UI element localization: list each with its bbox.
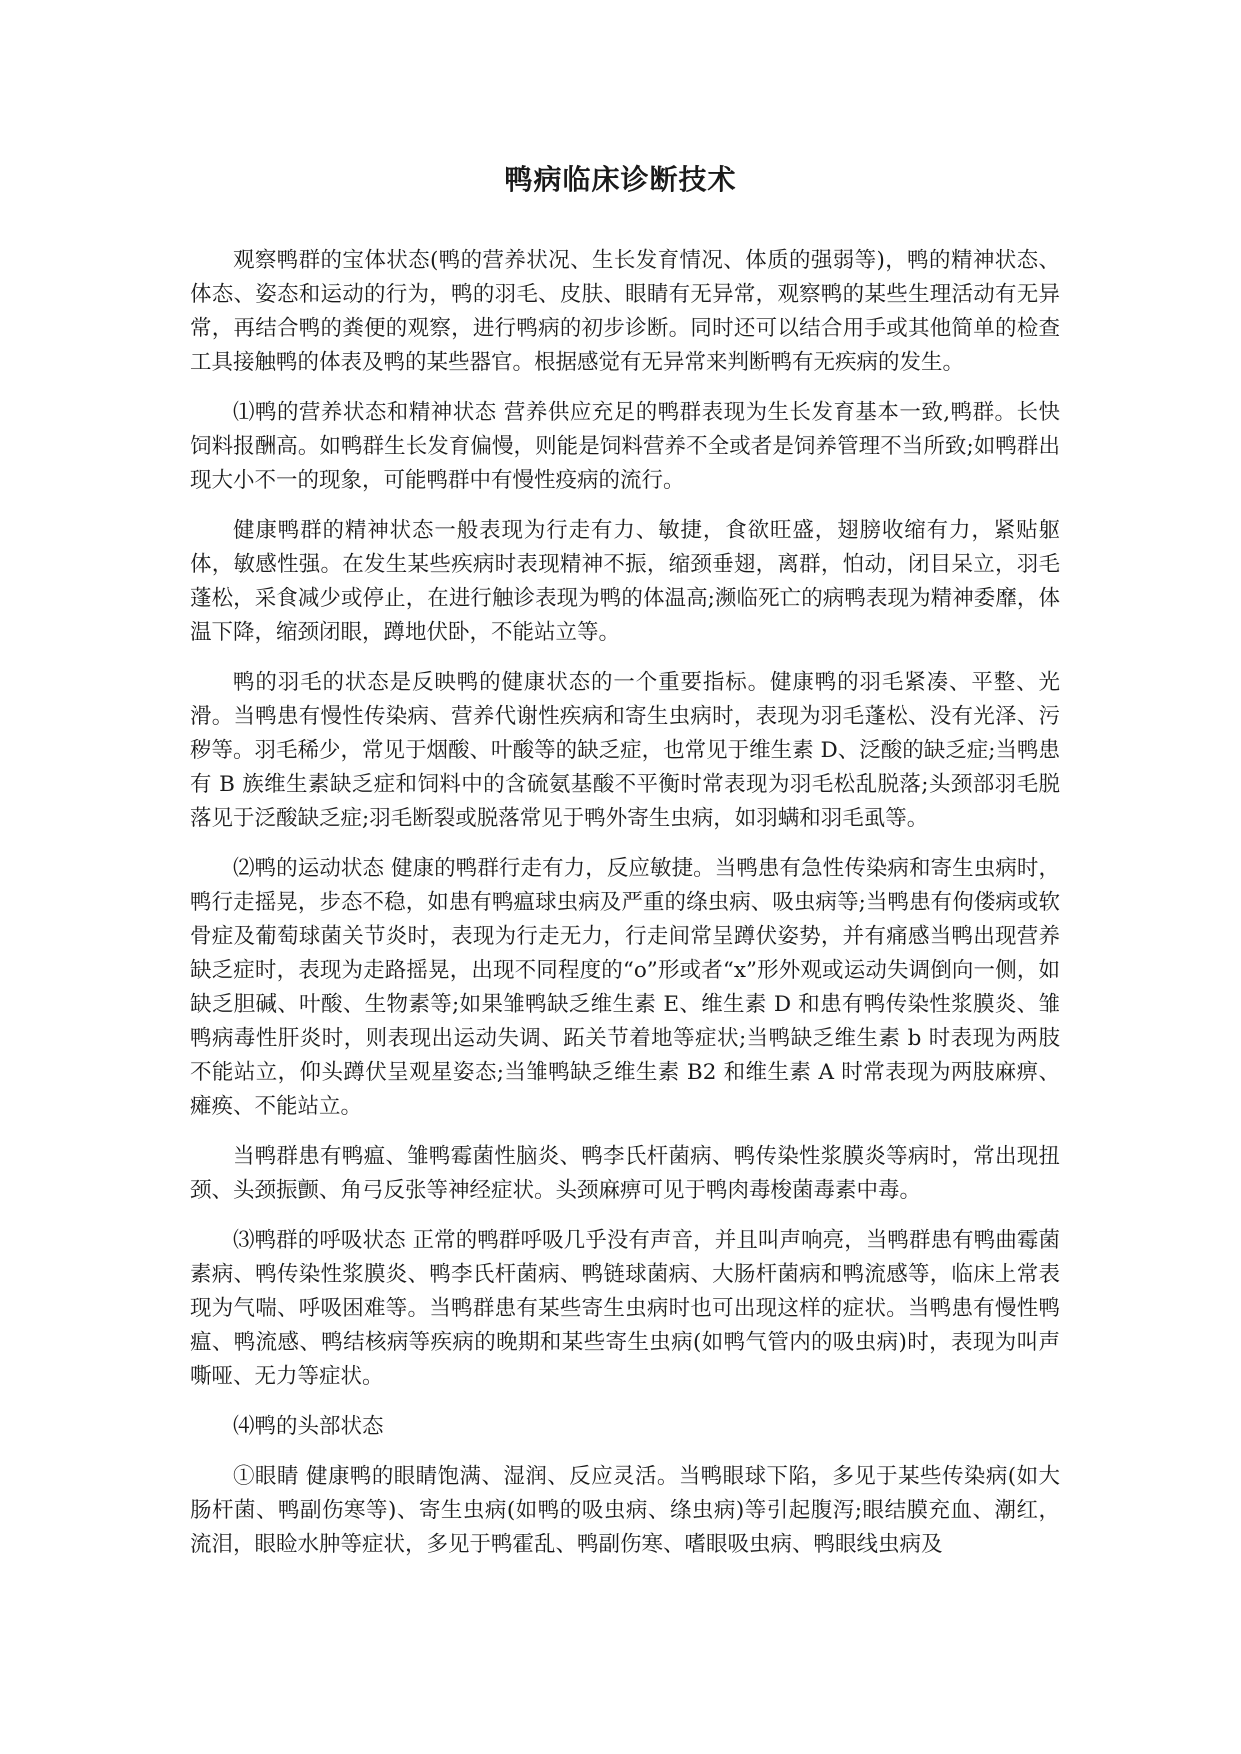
paragraph-intro: 观察鸭群的宝体状态(鸭的营养状况、生长发育情况、体质的强弱等)，鸭的精神状态、体态、姿态和运动的行为，鸭的羽毛、皮肤、眼睛有无异常，观察鸭的某些生理活动有无异常，再结合鸭的粪便的观察，进行鸭病的初步诊断。同时还可以结合用手或其他简单的检查工具接触鸭的体表及鸭的某些器官。根据感觉有无异常来判断鸭有无疾病的发生。 — [190, 248, 1060, 375]
paragraph-respiratory-state: ⑶鸭群的呼吸状态 正常的鸭群呼吸几乎没有声音，并且叫声响亮，当鸭群患有鸭曲霉菌素病、鸭传染性浆膜炎、鸭李氏杆菌病、鸭链球菌病、大肠杆菌病和鸭流感等，临床上常表现为气喘、呼吸困难等。当鸭群患有某些寄生虫病时也可出现这样的症状。当鸭患有慢性鸭瘟、鸭流感、鸭结核病等疾病的晚期和某些寄生虫病(如鸭气管内的吸虫病)时，表现为叫声嘶哑、无力等症状。 — [190, 1228, 1060, 1389]
paragraph-mental-state: 健康鸭群的精神状态一般表现为行走有力、敏捷，食欲旺盛，翅膀收缩有力，紧贴躯体，敏感性强。在发生某些疾病时表现精神不振，缩颈垂翅，离群，怕动，闭目呆立，羽毛蓬松，采食减少或停止，在进行触诊表现为鸭的体温高;濒临死亡的病鸭表现为精神委靡，体温下降，缩颈闭眼，蹲地伏卧，不能站立等。 — [190, 518, 1060, 645]
paragraph-head-state-heading: ⑷鸭的头部状态 — [233, 1414, 384, 1439]
paragraph-feathers: 鸭的羽毛的状态是反映鸭的健康状态的一个重要指标。健康鸭的羽毛紧凑、平整、光滑。当鸭患有慢性传染病、营养代谢性疾病和寄生虫病时，表现为羽毛蓬松、没有光泽、污秽等。羽毛稀少，常见于烟酸、叶酸等的缺乏症，也常见于维生素 D、泛酸的缺乏症;当鸭患有 B 族维生素缺乏症和饲料中的含硫氨基酸不平衡时常表现为羽毛松乱脱落;头颈部羽毛脱落见于泛酸缺乏症;羽毛断裂或脱落常见于鸭外寄生虫病，如羽螨和羽毛虱等。 — [190, 670, 1060, 831]
document-title: 鸭病临床诊断技术 — [504, 163, 737, 196]
paragraph-movement-state: ⑵鸭的运动状态 健康的鸭群行走有力，反应敏捷。当鸭患有急性传染病和寄生虫病时，鸭行走摇晃，步态不稳，如患有鸭瘟球虫病及严重的绦虫病、吸虫病等;当鸭患有佝偻病或软骨症及葡萄球菌关节炎时，表现为行走无力，行走间常呈蹲伏姿势，并有痛感当鸭出现营养缺乏症时，表现为走路摇晃，出现不同程度的“o”形或者“x”形外观或运动失调倒向一侧，如缺乏胆碱、叶酸、生物素等;如果雏鸭缺乏维生素 E、维生素 D 和患有鸭传染性浆膜炎、雏鸭病毒性肝炎时，则表现出运动失调、跖关节着地等症状;当鸭缺乏维生素 b 时表现为两肢不能站立，仰头蹲伏呈观星姿态;当雏鸭缺乏维生素 B2 和维生素 A 时常表现为两肢麻痹、瘫痪、不能站立。 — [190, 856, 1060, 1119]
paragraph-eyes: ①眼睛 健康鸭的眼睛饱满、湿润、反应灵活。当鸭眼球下陷，多见于某些传染病(如大肠杆菌、鸭副伤寒等)、寄生虫病(如鸭的吸虫病、绦虫病)等引起腹泻;眼结膜充血、潮红，流泪，眼睑水肿等症状，多见于鸭霍乱、鸭副伤寒、嗜眼吸虫病、鸭眼线虫病及 — [190, 1464, 1060, 1557]
document-body — [190, 244, 1060, 1578]
paragraph-nutrition-state: ⑴鸭的营养状态和精神状态 营养供应充足的鸭群表现为生长发育基本一致,鸭群。长快饲料报酬高。如鸭群生长发育偏慢，则能是饲料营养不全或者是饲养管理不当所致;如鸭群出现大小不一的现象，可能鸭群中有慢性疫病的流行。 — [190, 400, 1060, 493]
paragraph-neurological-signs: 当鸭群患有鸭瘟、雏鸭霉菌性脑炎、鸭李氏杆菌病、鸭传染性浆膜炎等病时，常出现扭颈、头颈振颤、角弓反张等神经症状。头颈麻痹可见于鸭肉毒梭菌毒素中毒。 — [190, 1144, 1060, 1203]
